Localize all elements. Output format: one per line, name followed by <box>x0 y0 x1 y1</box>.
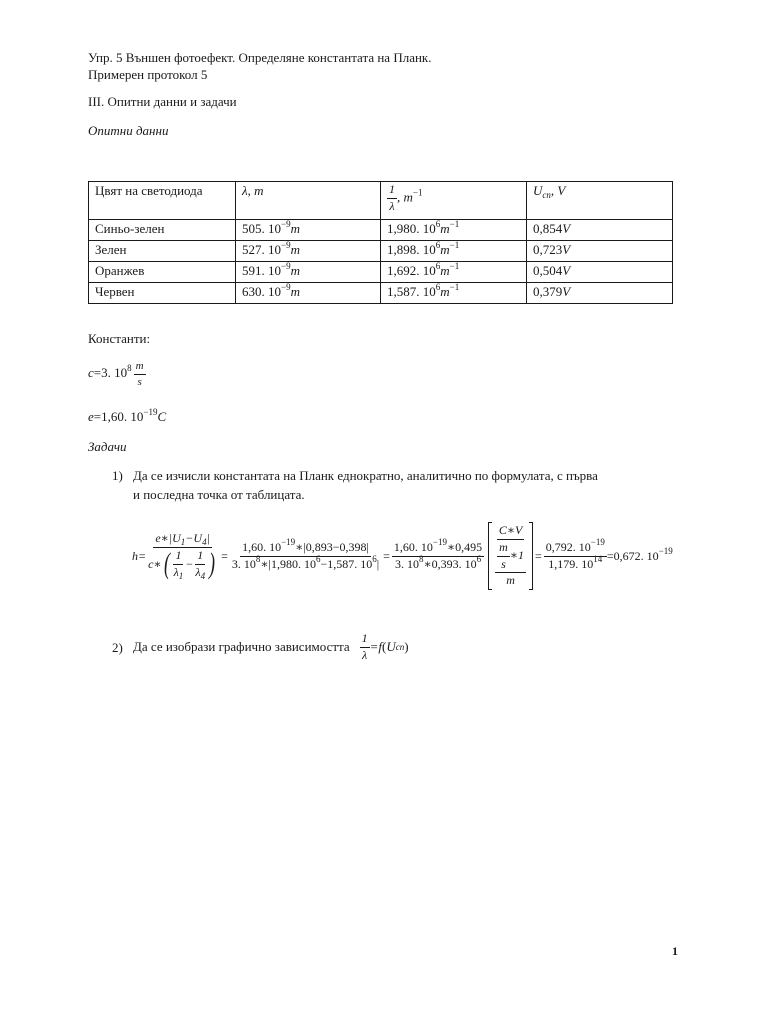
header-wavelength: λ, m <box>236 182 381 220</box>
header-inverse-wavelength: $\frac{1}{\lambda}$ , $m^{-1}$ <box>381 182 527 220</box>
task-2-text: Да се изобрази графично зависимостта $\frac{1}{\lambda}$ =f ( U сп ) <box>133 631 409 662</box>
table-header-row <box>89 182 673 220</box>
table-row: Синьо-зелен 505. $10^{-9}m$ 1,980. $10^6m^{-1}$ 0,854V <box>89 220 673 241</box>
protocol-title: Примерен протокол 5 <box>88 67 208 82</box>
task-2-inverse-lambda: $\frac{1}{\lambda}$ <box>361 631 368 662</box>
formula-fraction-3: $\frac{1,60. 10^{-19}∗0,495}{3. 10^8∗0,393. 10^6}$ <box>393 536 483 571</box>
table-row: Червен 630. $10^{-9}m$ 1,587. $10^6m^{-1}$ 0,379V <box>89 283 673 304</box>
formula-fraction-2: $\frac{1,60. 10^{-19}∗|0,893-0,398|}{3. 10^8∗|1,980. 10^6-1,587. 10^6|}$ <box>231 536 380 571</box>
task-1-text-line2: и последна точка от таблицата. <box>133 487 305 502</box>
experimental-data-table <box>88 181 673 304</box>
formula-fraction-1: $e∗|U_1-U_4|$ c∗ ( $\frac{1}{\lambda_1}$ − $\frac{1}{\lambda_4}$ ) <box>148 531 216 581</box>
subsection-heading: Опитни данни <box>88 123 169 138</box>
formula-fraction-4: $\frac{0,792. 10^{-19}}{1,179. 10^{14}}$ <box>545 536 605 571</box>
task-1-number: 1) <box>112 468 123 483</box>
inverse-lambda-fraction: $\frac{1}{\lambda}$ <box>389 182 395 213</box>
constants-heading: Константи: <box>88 331 151 346</box>
page-number: 1 <box>672 944 678 958</box>
electron-charge-constant: e=1,60. $10^{-19}C$ <box>88 407 167 424</box>
header-color: Цвят на светодиода <box>89 182 236 220</box>
task-2-number: 2) <box>112 640 123 655</box>
tasks-heading: Задачи <box>88 439 127 454</box>
task-1-text-line1: Да се изчисли константата на Планк еднократно, аналитично по формулата, с първа <box>133 468 598 483</box>
table-row: Зелен 527. $10^{-9}m$ 1,898. $10^6m^{-1}$ 0,723V <box>89 241 673 262</box>
m-per-s-fraction: $\frac{m}{s}$ <box>135 360 144 388</box>
header-stop-voltage: $U_{сп}$, V <box>527 182 673 220</box>
planck-constant-formula: h= $e∗|U_1-U_4|$ c∗ ( $\frac{1}{\lambda_1}$ − $\frac{1}{\lambda_4}$ ) = $\frac{1,60. 10^{-19}∗|0,893-0,398|}{3. 10^8∗|1,980. 10^6-1,587. 10^6|}$ = $\frac{1,60. 10^{-19}∗0,495}{3. 10^8∗0,393. 10^6}$ C∗V $\frac{m}{s}$ ∗1 m = $\frac{0,792. 10^{-19}}{1,179. 10^{14}}$ =0,672. $10^{-19}$ <box>132 522 673 590</box>
exercise-title: Упр. 5 Външен фотоефект. Определяне константата на Планк. <box>88 50 432 65</box>
formula-unit-bracket: C∗V $\frac{m}{s}$ ∗1 m <box>488 522 533 590</box>
speed-of-light-constant: c=3. $10^8$ $\frac{m}{s}$ <box>88 360 144 388</box>
table-row: Оранжев 591. $10^{-9}m$ 1,692. $10^6m^{-1}$ 0,504V <box>89 262 673 283</box>
formula-result: =0,672. $10^{-19}$ <box>606 545 673 563</box>
section-heading: III. Опитни данни и задачи <box>88 94 237 109</box>
